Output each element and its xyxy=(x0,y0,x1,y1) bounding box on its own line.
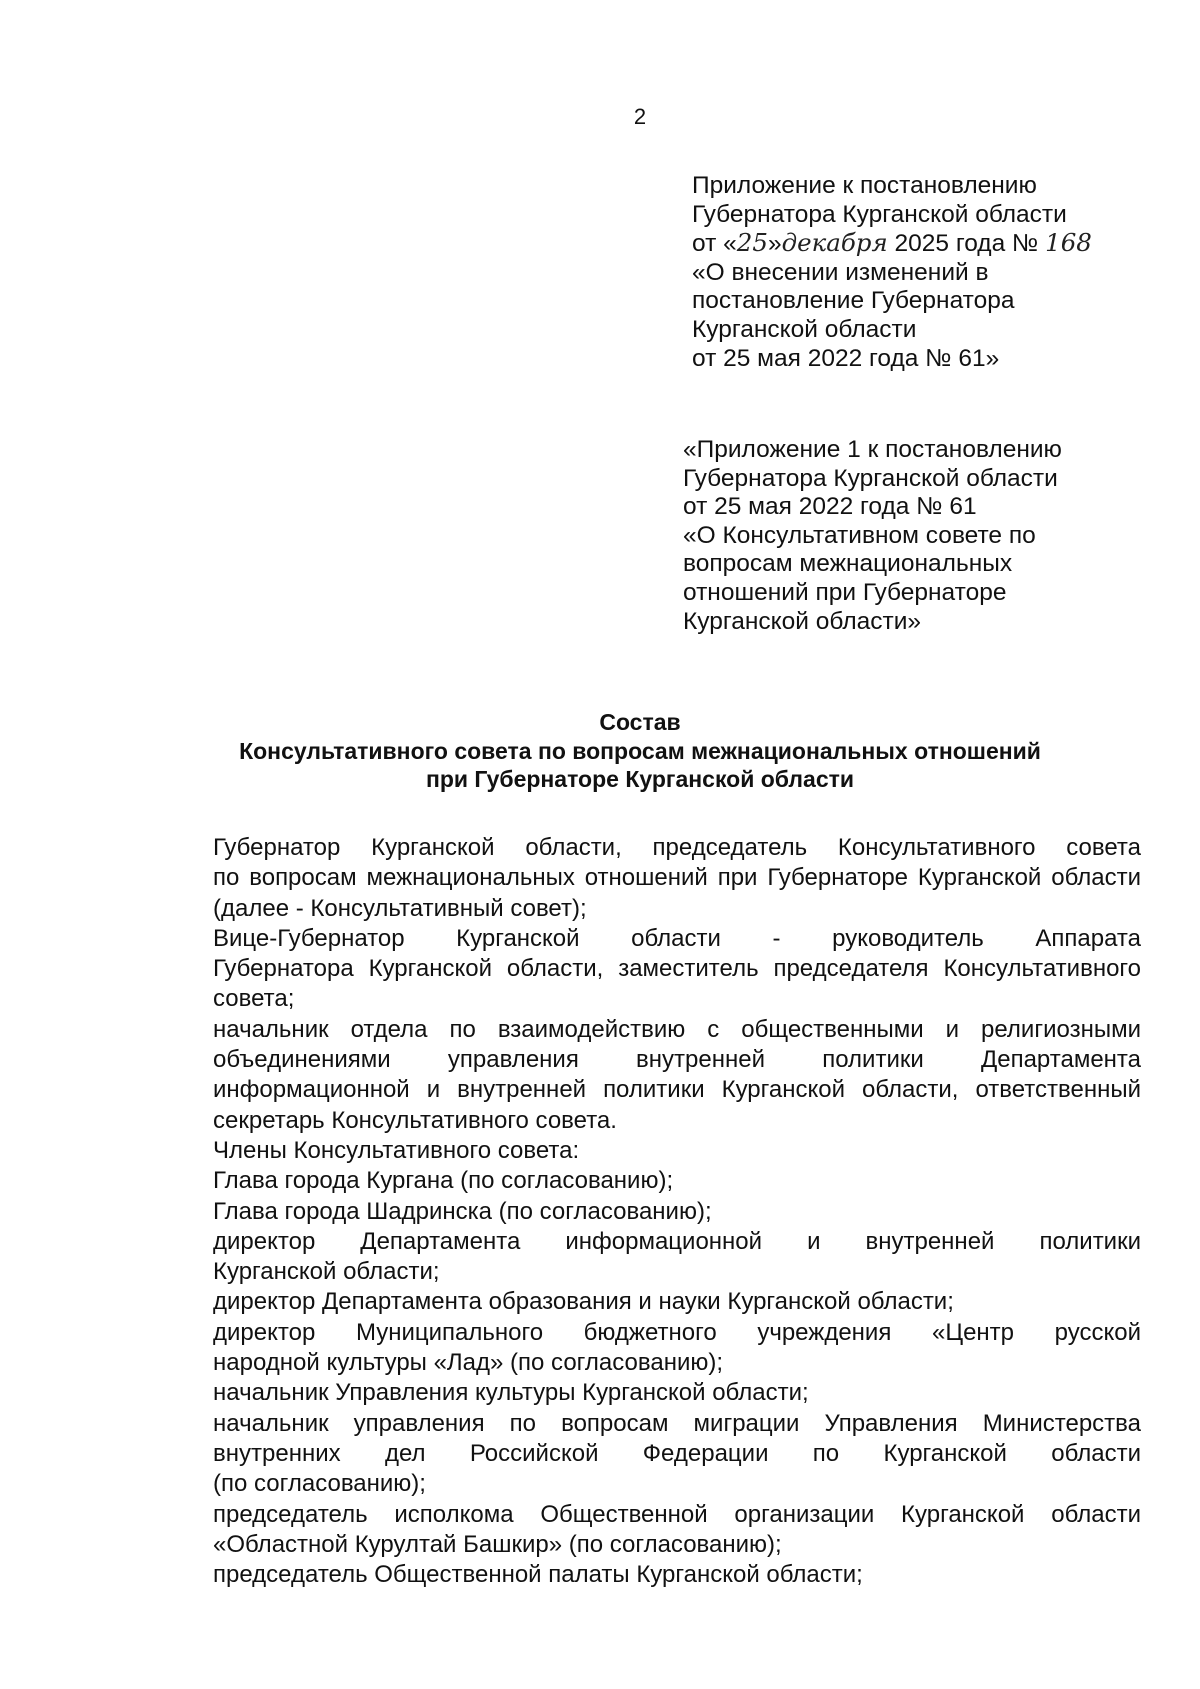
member-item xyxy=(143,1409,1141,1500)
text-line: (по согласованию); xyxy=(213,1470,426,1498)
appendix-prev-line: «О Консультативном совете по xyxy=(683,521,1036,549)
heading-subtitle: Консультативного совета по вопросам межнациональных отношений xyxy=(239,737,1041,764)
handwritten-month: декабря xyxy=(781,228,888,258)
text-line: Губернатора Курганской области, заместитель председателя Консультативного xyxy=(213,955,1141,983)
heading-subtitle: при Губернаторе Курганской области xyxy=(425,766,855,792)
member-item: начальник Управления культуры Курганской области; xyxy=(213,1379,809,1407)
member-item xyxy=(143,1500,1141,1561)
text-line: информационной и внутренней политики Курганской области, ответственный xyxy=(213,1076,1141,1104)
appendix-date-line xyxy=(692,229,1162,259)
text-line: Губернатор Курганской области, председатель Консультативного совета xyxy=(213,834,1141,861)
heading-title: Состав xyxy=(599,709,681,735)
text-line: начальник управления по вопросам миграции Управления Министерства xyxy=(213,1409,1141,1437)
text-line: совета; xyxy=(213,985,295,1013)
text-line: директор Муниципального бюджетного учреждения «Центр русской xyxy=(213,1318,1141,1346)
date-year: 2025 года № xyxy=(887,230,1046,258)
text-line: начальник отдела по взаимодействию с общественными и религиозными xyxy=(213,1015,1141,1043)
text-line: внутренних дел Российской Федерации по Курганской области xyxy=(213,1439,1141,1467)
appendix-main-line: Курганской области xyxy=(692,315,917,343)
text-line: Курганской области; xyxy=(213,1258,440,1286)
paragraph-vice-governor xyxy=(143,924,1141,1015)
appendix-main-line: от 25 мая 2022 года № 61» xyxy=(692,344,1000,372)
member-item xyxy=(143,1227,1141,1288)
date-prefix: от « xyxy=(692,230,737,258)
handwritten-number: 168 xyxy=(1045,228,1092,258)
date-mid: » xyxy=(767,230,782,258)
handwritten-day: 25 xyxy=(736,228,768,258)
page-number: 2 xyxy=(633,104,647,129)
appendix-prev-line: вопросам межнациональных xyxy=(683,550,1013,578)
appendix-prev xyxy=(683,436,1163,636)
text-line: секретарь Консультативного совета. xyxy=(213,1106,617,1134)
member-item: Глава города Шадринска (по согласованию); xyxy=(213,1197,712,1225)
text-line: (далее - Консультативный совет); xyxy=(213,894,587,922)
appendix-prev-line: «Приложение 1 к постановлению xyxy=(683,436,1062,463)
text-line: по вопросам межнациональных отношений при Губернаторе Курганской области xyxy=(213,864,1141,892)
appendix-main-line: постановление Губернатора xyxy=(692,287,1015,315)
appendix-main-line: «О внесении изменений в xyxy=(692,258,989,286)
paragraph-secretary xyxy=(143,1015,1141,1136)
text-line: председатель исполкома Общественной организации Курганской области xyxy=(213,1500,1141,1528)
appendix-prev-line: Губернатора Курганской области xyxy=(683,464,1058,492)
text-line: Вице-Губернатор Курганской области - руководитель Аппарата xyxy=(213,924,1141,952)
appendix-prev-line: от 25 мая 2022 года № 61 xyxy=(683,493,977,521)
text-line: «Областной Курултай Башкир» (по согласованию); xyxy=(213,1530,782,1558)
appendix-prev-line: отношений при Губернаторе xyxy=(683,578,1007,606)
document-heading xyxy=(140,708,1140,794)
appendix-main xyxy=(692,172,1162,373)
document-body xyxy=(143,833,1141,1590)
member-item xyxy=(143,1318,1141,1379)
appendix-main-line: Приложение к постановлению xyxy=(692,172,1037,199)
paragraph-governor xyxy=(143,833,1141,924)
appendix-prev-line: Курганской области» xyxy=(683,607,922,635)
member-item: директор Департамента образования и науки Курганской области; xyxy=(213,1288,954,1316)
member-item: председатель Общественной палаты Курганской области; xyxy=(213,1561,863,1589)
text-line: народной культуры «Лад» (по согласованию); xyxy=(213,1349,724,1377)
appendix-main-line: Губернатора Курганской области xyxy=(692,200,1067,228)
member-item: Глава города Кургана (по согласованию); xyxy=(213,1167,674,1195)
text-line: директор Департамента информационной и внутренней политики xyxy=(213,1227,1141,1255)
paragraph-members: Члены Консультативного совета: xyxy=(213,1136,580,1164)
text-line: объединениями управления внутренней политики Департамента xyxy=(213,1046,1141,1074)
